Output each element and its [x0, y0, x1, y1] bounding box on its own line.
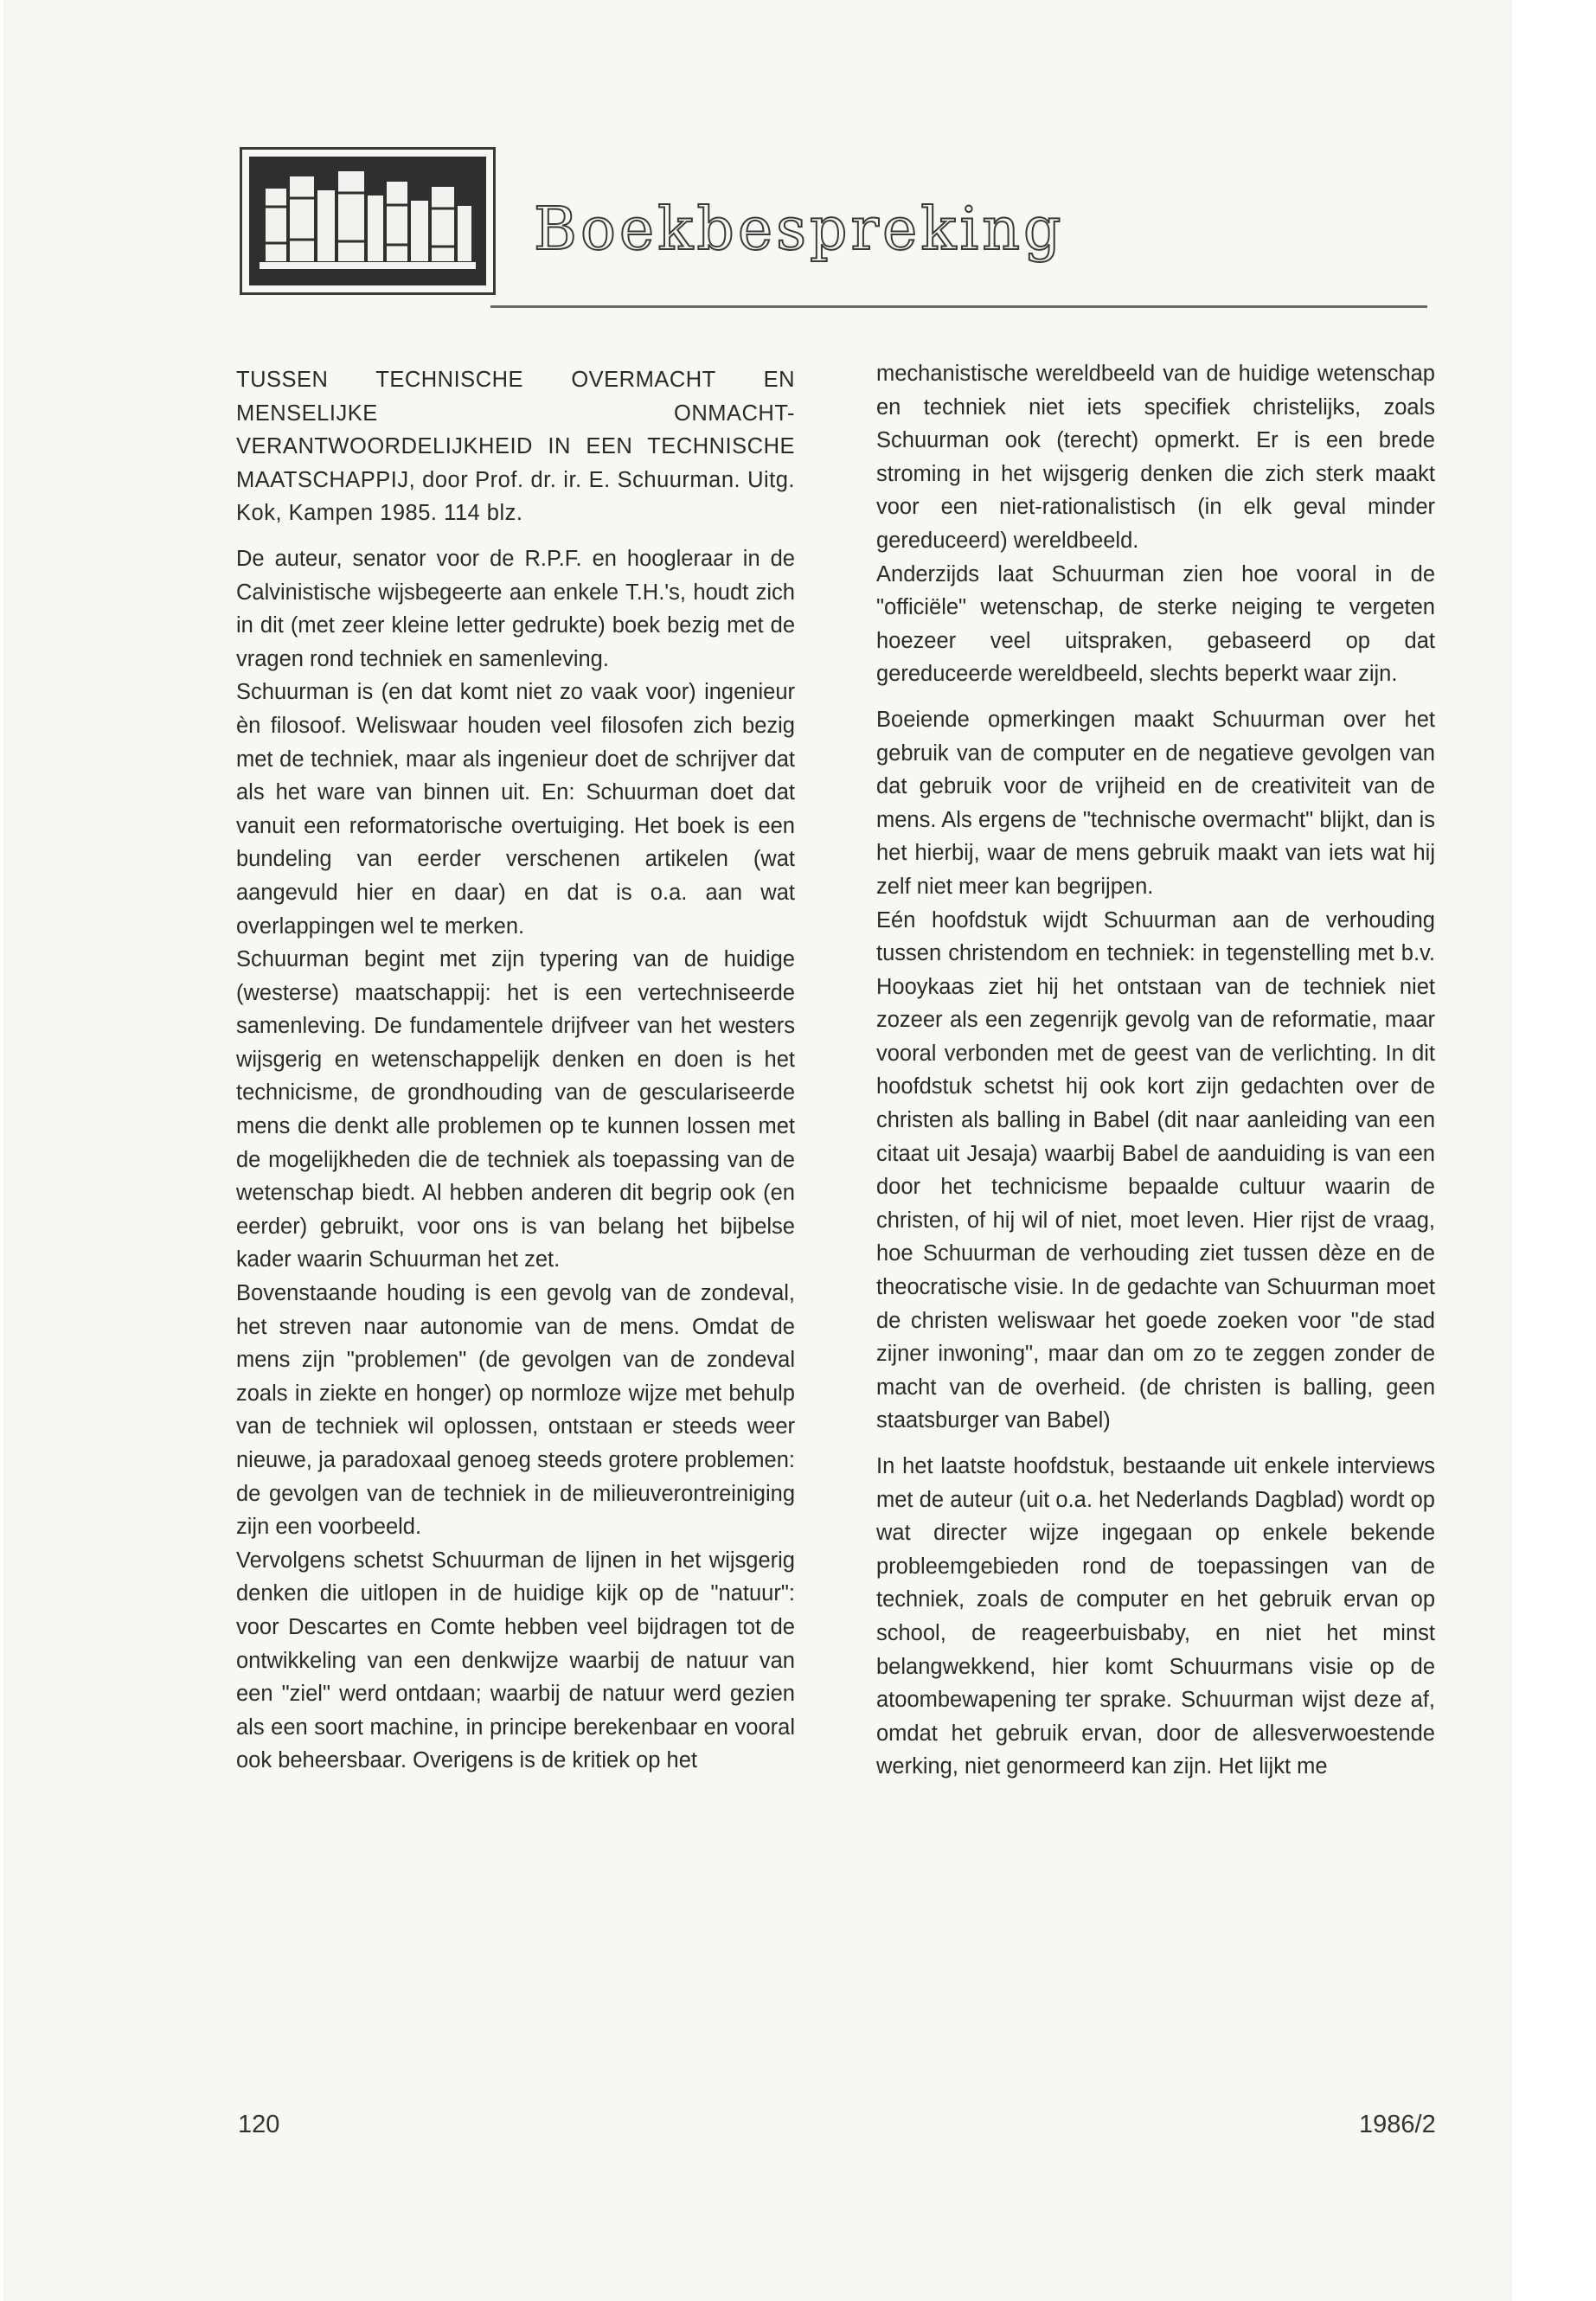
paragraph: Schuurman begint met zijn typering van de huidige (westerse) maatschappij: het is een vertechniseerde samenleving. De fundamentele drijfveer van het westers wijsgerig en wetenschappelijk denken en doen is het technicisme, de grondhouding van de gesculariseerde mens die denkt alle problemen op te kunnen lossen met de mogelijkheden die de techniek als toepassing van de wetenschap biedt. Al hebben anderen dit begrip ook (en eerder) gebruikt, voor ons is van belang het bijbelse kader waarin Schuurman het zet.: [236, 947, 795, 1272]
book-reference: TUSSEN TECHNISCHE OVERMACHT EN MENSELIJKE ONMACHT-VERANTWOORDELIJKHEID IN EEN TECHNISCHE MAATSCHAPPIJ, door Prof. dr. ir. E. Schuurman. Uitg. Kok, Kampen 1985. 114 blz.: [236, 368, 795, 526]
paragraph: In het laatste hoofdstuk, bestaande uit enkele interviews met de auteur (uit o.a. het Nederlands Dagblad) wordt op wat directer wijze ingegaan op enkele bekende probleemgebieden rond de toepassingen van de techniek, zoals de computer en het gebruik ervan op school, de reageerbuisbaby, en niet het minst belangwekkend, hier komt Schuurmans visie op de atoombewapening ter sprake. Schuurman wijst deze af, omdat het gebruik ervan, door de allesverwoestende werking, niet genormeerd kan zijn. Het lijkt me: [876, 1454, 1435, 1779]
paragraph: Anderzijds laat Schuurman zien hoe vooral in de "officiële" wetenschap, de sterke neiging te vergeten hoezeer veel uitspraken, gebaseerd op dat gereduceerde wereldbeeld, slechts beperkt waar zijn.: [876, 561, 1435, 687]
right-column: [876, 357, 1435, 1784]
paragraph: De auteur, senator voor de R.P.F. en hoogleraar in de Calvinistische wijsbegeerte aan enkele T.H.'s, houdt zich in dit (met zeer kleine letter gedrukte) boek bezig met de vragen rond techniek en samenleving.: [236, 546, 795, 671]
paragraph: Bovenstaande houding is een gevolg van de zondeval, het streven naar autonomie van de mens. Omdat de mens zijn "problemen" (de gevolgen van de zondeval zoals in ziekte en honger) op normloze wijze met behulp van de techniek wil oplossen, ontstaan er steeds weer nieuwe, ja paradoxaal genoeg steeds grotere problemen: de gevolgen van de techniek in de milieuverontreiniging zijn een voorbeeld.: [236, 1281, 795, 1540]
bookshelf-icon: [256, 163, 479, 279]
logo-background: [249, 157, 486, 285]
section-logo: [240, 147, 496, 295]
issue-number: 1986/2: [1359, 2111, 1436, 2138]
paragraph: Schuurman is (en dat komt niet zo vaak voor) ingenieur èn filosoof. Weliswaar houden veel filosofen zich bezig met de techniek, maar als ingenieur doet de schrijver dat als het ware van binnen uit. En: Schuurman doet dat vanuit een reformatorische overtuiging. Het boek is een bundeling van eerder verschenen artikelen (wat aangevuld hier en daar) en dat is o.a. aan wat overlappingen wel te merken.: [236, 680, 795, 939]
page-number: 120: [238, 2111, 280, 2138]
section-title: Boekbespreking: [534, 195, 1065, 264]
paragraph: Vervolgens schetst Schuurman de lijnen in het wijsgerig denken die uitlopen in de huidige kijk op de "natuur": voor Descartes en Comte hebben veel bijdragen tot de ontwikkeling van een denkwijze waarbij de natuur van een "ziel" werd ontdaan; waarbij de natuur werd gezien als een soort machine, in principe berekenbaar en vooral ook beheersbaar. Overigens is de kritiek op het: [236, 1548, 795, 1773]
paragraph: mechanistische wereldbeeld van de huidige wetenschap en techniek niet iets specifiek christelijks, zoals Schuurman ook (terecht) opmerkt. Er is een brede stroming in het wijsgerig denken die zich sterk maakt voor een niet-rationalistisch (in elk geval minder gereduceerd) wereldbeeld.: [876, 362, 1435, 553]
scan-edge-left: [0, 0, 3, 2301]
header-divider: [490, 305, 1427, 308]
paragraph: Eén hoofdstuk wijdt Schuurman aan de verhouding tussen christendom en techniek: in tegenstelling met b.v. Hooykaas ziet hij het ontstaan van de techniek niet zozeer als een zegenrijk gevolg van de reformatie, maar vooral verbonden met de geest van de verlichting. In dit hoofdstuk schetst hij ook kort zijn gedachten over de christen als balling in Babel (dit naar aanleiding van een citaat uit Jesaja) waarbij Babel de aanduiding is van een door het technicisme bepaalde cultuur waarin de christen, of hij wil of niet, moet leven. Hier rijst de vraag, hoe Schuurman de verhouding ziet tussen dèze en de theocratische visie. In de gedachte van Schuurman moet de christen weliswaar het goede zoeken voor "de stad zijner inwoning", maar dan om zo te zeggen zonder de macht van de overheid. (de christen is balling, geen staatsburger van Babel): [876, 907, 1435, 1433]
scan-margin-right: [1512, 0, 1596, 2301]
paragraph: Boeiende opmerkingen maakt Schuurman over het gebruik van de computer en de negatieve gevolgen van dat gebruik voor de vrijheid en de creativiteit van de mens. Als ergens de "technische overmacht" blijkt, dan is het hierbij, waar de mens gebruik maakt van iets wat hij zelf niet meer kan begrijpen.: [876, 707, 1435, 899]
left-column: [236, 363, 795, 1778]
